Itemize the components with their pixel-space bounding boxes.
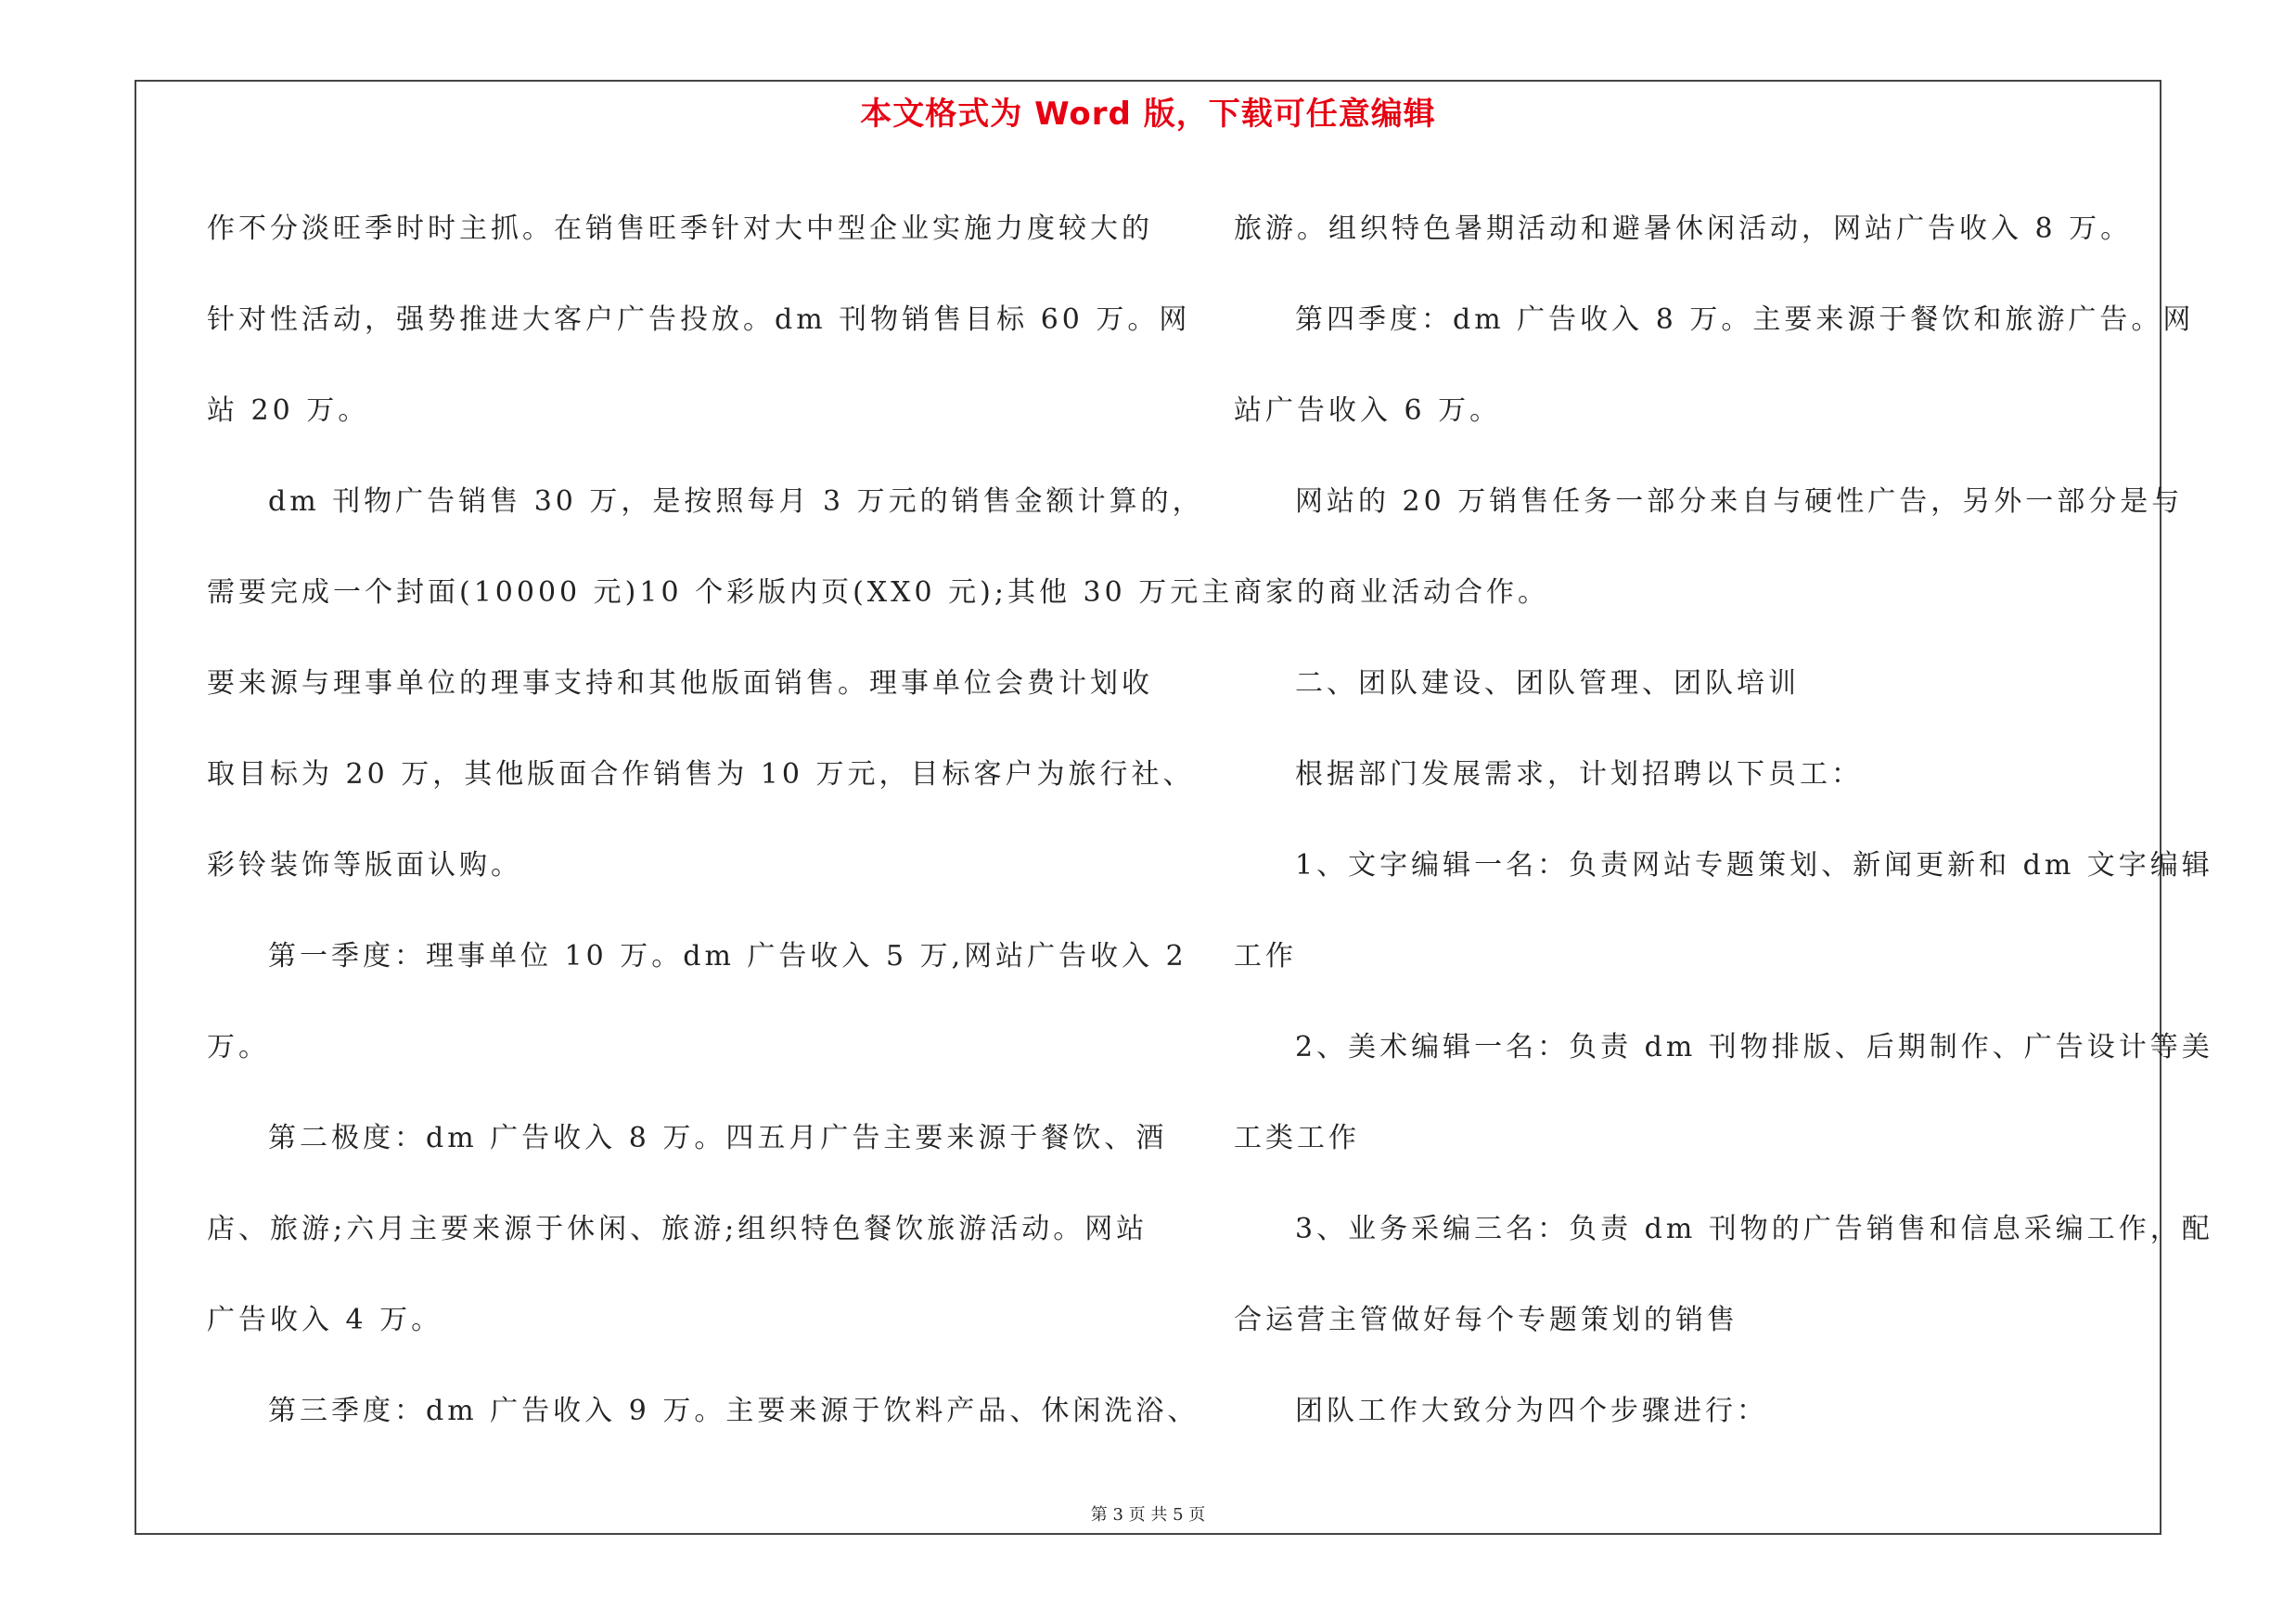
text-line: 网站的 20 万销售任务一部分来自与硬性广告，另外一部分是与 [1295, 485, 2184, 518]
text-line: 广告收入 4 万。 [207, 1304, 443, 1336]
text-line: 万。 [207, 1031, 270, 1063]
text-line: 彩铃装饰等版面认购。 [207, 849, 522, 882]
right-column [1234, 184, 2213, 1457]
text-line: 二、团队建设、团队管理、团队培训 [1295, 667, 1800, 700]
left-column [207, 184, 1234, 1457]
text-line: 取目标为 20 万，其他版面合作销售为 10 万元，目标客户为旅行社、 [207, 758, 1195, 791]
page-footer: 第 3 页 共 5 页 [1090, 1504, 1206, 1525]
text-line: 第二极度：dm 广告收入 8 万。四五月广告主要来源于餐饮、酒 [268, 1122, 1168, 1154]
text-line: 站 20 万。 [207, 394, 370, 427]
text-line: dm 刊物广告销售 30 万，是按照每月 3 万元的销售金额计算的， [268, 485, 1204, 518]
text-line: 要来源与理事单位的理事支持和其他版面销售。理事单位会费计划收 [207, 667, 1153, 700]
text-line: 工类工作 [1234, 1122, 1360, 1154]
text-line: 第四季度：dm 广告收入 8 万。主要来源于餐饮和旅游广告。网 [1295, 303, 2195, 336]
text-line: 根据部门发展需求，计划招聘以下员工： [1295, 758, 1863, 791]
text-line: 合运营主管做好每个专题策划的销售 [1234, 1304, 1738, 1336]
text-line: 1、文字编辑一名：负责网站专题策划、新闻更新和 dm 文字编辑 [1295, 849, 2213, 882]
text-line: 团队工作大致分为四个步骤进行： [1295, 1395, 1768, 1427]
text-line: 商家的商业活动合作。 [1234, 576, 1549, 609]
text-line: 作不分淡旺季时时主抓。在销售旺季针对大中型企业实施力度较大的 [207, 213, 1153, 245]
text-line: 需要完成一个封面(10000 元)10 个彩版内页(XX0 元);其他 30 万元主 [207, 576, 1234, 609]
text-line: 第一季度：理事单位 10 万。dm 广告收入 5 万,网站广告收入 2 [268, 940, 1187, 973]
text-line: 站广告收入 6 万。 [1234, 394, 1502, 427]
text-line: 3、业务采编三名：负责 dm 刊物的广告销售和信息采编工作，配 [1295, 1213, 2213, 1245]
page-banner: 本文格式为 Word 版，下载可任意编辑 [860, 96, 1436, 133]
text-line: 针对性活动，强势推进大客户广告投放。dm 刊物销售目标 60 万。网 [207, 303, 1191, 336]
text-line: 工作 [1234, 940, 1297, 973]
text-line: 第三季度：dm 广告收入 9 万。主要来源于饮料产品、休闲洗浴、 [268, 1395, 1199, 1427]
text-line: 旅游。组织特色暑期活动和避暑休闲活动，网站广告收入 8 万。 [1234, 213, 2133, 245]
text-line: 2、美术编辑一名：负责 dm 刊物排版、后期制作、广告设计等美 [1295, 1031, 2213, 1063]
page-frame [135, 80, 2213, 1535]
text-line: 店、旅游;六月主要来源于休闲、旅游;组织特色餐饮旅游活动。网站 [207, 1213, 1148, 1245]
